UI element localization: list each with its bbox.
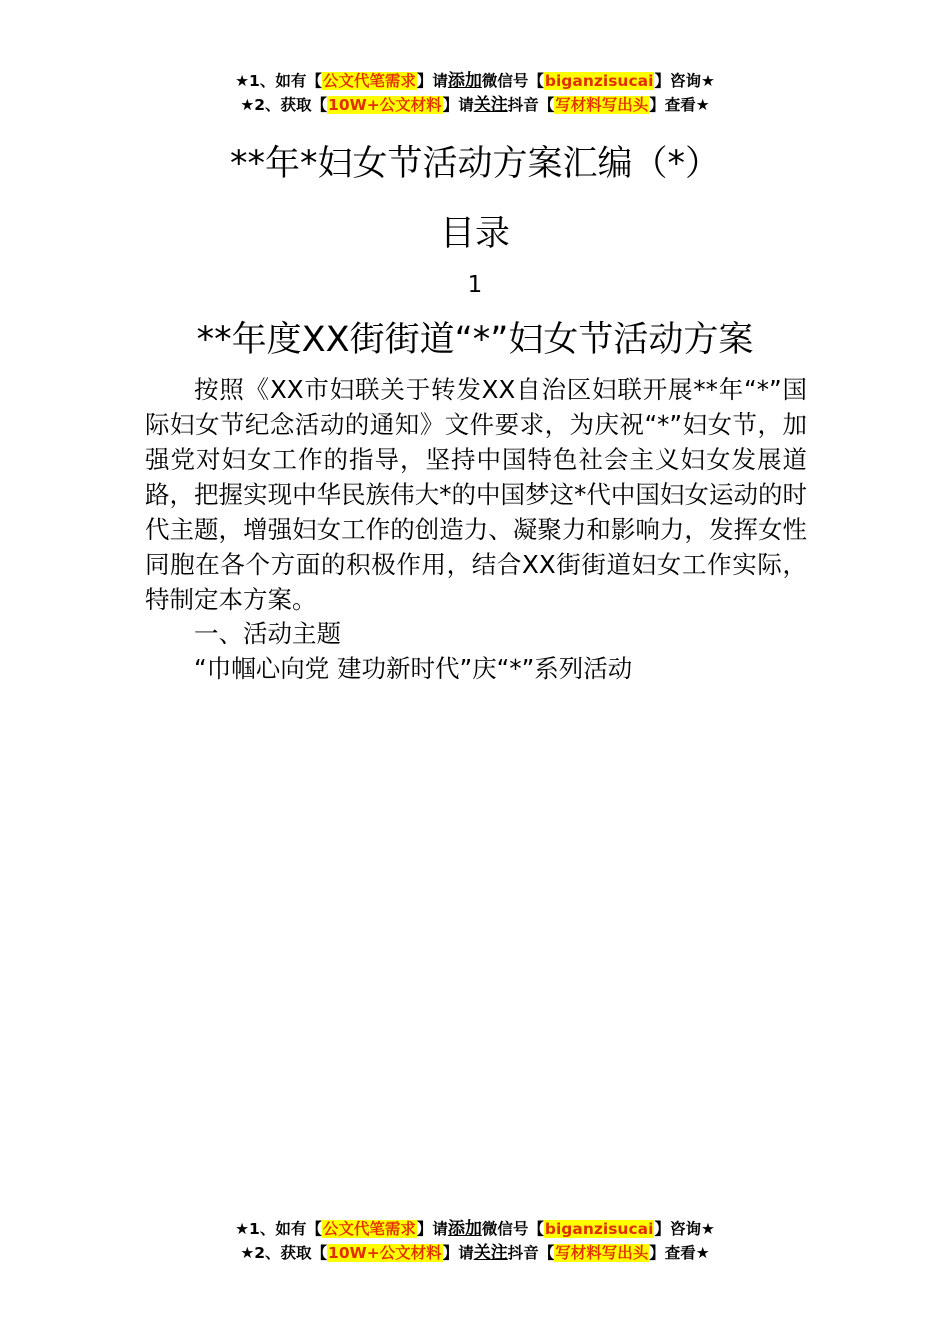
banner-line-1: ★1、如有【公文代笔需求】请添加微信号【biganzisucai】咨询★ (235, 71, 715, 91)
section-title: **年度XX街街道“*”妇女节活动方案 (196, 320, 754, 360)
footer-emphasis-follow: 关注 (473, 1243, 508, 1263)
highlight-douyin: 写材料写出头 (555, 96, 649, 114)
footer-highlight-service: 公文代笔需求 (322, 1220, 416, 1238)
highlight-service: 公文代笔需求 (322, 72, 416, 90)
footer-line-1: ★1、如有【公文代笔需求】请添加微信号【biganzisucai】咨询★ (235, 1219, 715, 1239)
footer-highlight-wechat-id: biganzisucai (544, 1220, 654, 1238)
emphasis-add: 添加 (447, 71, 482, 91)
footer-banner (0, 1217, 950, 1265)
footer-highlight-douyin: 写材料写出头 (555, 1244, 649, 1262)
section-heading-theme: 一、活动主题 (194, 619, 341, 648)
toc-number: 1 (467, 272, 483, 298)
body-paragraph: 按照《XX市妇联关于转发XX自治区妇联开展**年“*”国际妇女节纪念活动的通知》文件要求，为庆祝“*”妇女节，加强党对妇女工作的指导，坚持中国特色社会主义妇女发展道路，把握实现中华民族伟大*的中国梦这*代中国妇女运动的时代主题，增强妇女工作的创造力、凝聚力和影响力，发挥女性同胞在各个方面的积极作用，结合XX街街道妇女工作实际，特制定本方案。 (145, 375, 807, 614)
toc-heading: 目录 (439, 214, 510, 254)
theme-text: “巾帼心向党 建功新时代”庆“*”系列活动 (194, 654, 633, 683)
footer-highlight-materials: 10W+公文材料 (328, 1244, 442, 1262)
highlight-materials: 10W+公文材料 (328, 96, 442, 114)
banner-line-2: ★2、获取【10W+公文材料】请关注抖音【写材料写出头】查看★ (240, 95, 710, 115)
document-title: **年*妇女节活动方案汇编（*） (229, 144, 720, 184)
header-banner (0, 69, 950, 117)
emphasis-follow: 关注 (473, 95, 508, 115)
footer-line-2: ★2、获取【10W+公文材料】请关注抖音【写材料写出头】查看★ (240, 1243, 710, 1263)
highlight-wechat-id: biganzisucai (544, 72, 654, 90)
footer-emphasis-add: 添加 (447, 1219, 482, 1239)
